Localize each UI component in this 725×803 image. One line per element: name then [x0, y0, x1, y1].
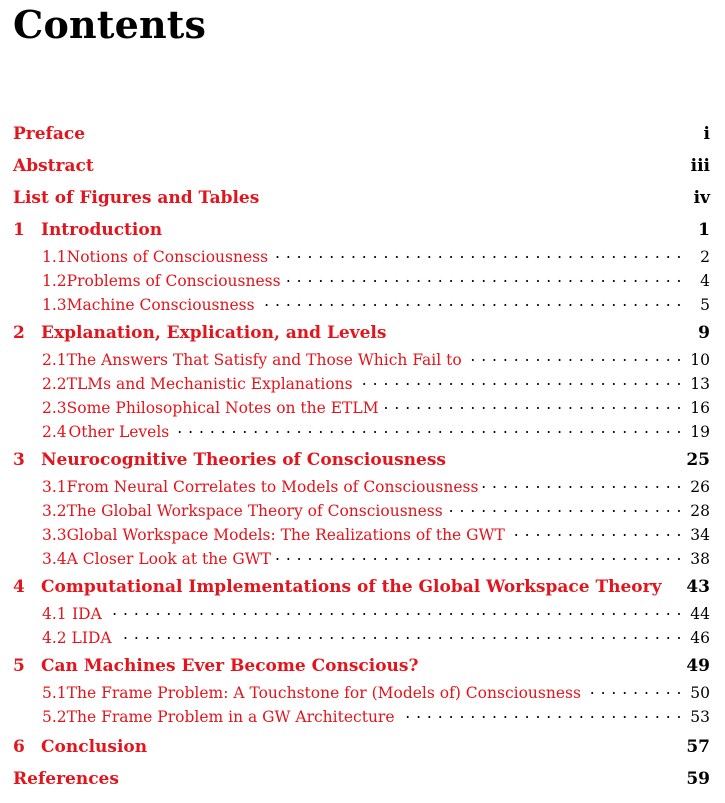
leader-dots — [399, 704, 682, 722]
toc-entry-link[interactable]: Conclusion — [41, 737, 148, 757]
toc-entry-link[interactable]: Neurocognitive Theories of Consciousness — [41, 450, 446, 470]
toc-entry-link[interactable]: References — [13, 769, 119, 789]
toc-page-number: 46 — [690, 629, 710, 647]
toc-page-number: 10 — [690, 351, 710, 369]
toc-section-entry[interactable] — [42, 546, 710, 568]
toc-entry-number[interactable]: 6 — [13, 737, 25, 757]
toc-entry-number[interactable]: 3.1 — [42, 478, 67, 496]
toc-chapter-entry[interactable] — [13, 450, 710, 470]
toc-section-entry[interactable] — [42, 704, 710, 726]
toc-entry-link[interactable]: LIDA — [71, 629, 112, 647]
toc-page-number: 26 — [690, 478, 710, 496]
toc-entry-link[interactable]: List of Figures and Tables — [13, 188, 260, 208]
leader-dots — [585, 680, 682, 698]
toc-entry-link[interactable]: Explanation, Explication, and Levels — [41, 323, 387, 343]
toc-section-entry[interactable] — [42, 292, 710, 314]
toc-section-entry[interactable] — [42, 347, 710, 369]
toc-page-number: 53 — [690, 708, 710, 726]
toc-section-entry[interactable] — [42, 371, 710, 393]
toc-entry-number[interactable]: 1.1 — [42, 248, 67, 266]
toc-entry-number[interactable]: 1 — [13, 220, 25, 240]
toc-entry-number[interactable]: 3.2 — [42, 502, 67, 520]
toc-page-number: 49 — [686, 656, 710, 676]
toc-entry-link[interactable]: IDA — [72, 605, 102, 623]
toc-page-number: iv — [693, 188, 710, 208]
toc-entry-number[interactable]: 4.1 — [42, 605, 67, 623]
leader-dots — [275, 546, 682, 564]
toc-section-entry[interactable] — [42, 625, 710, 647]
toc-entry-link[interactable]: Notions of Consciousness — [66, 248, 269, 266]
toc-entry-link[interactable]: Abstract — [13, 156, 94, 176]
toc-entry-link[interactable]: The Frame Problem in a GW Architecture — [66, 708, 395, 726]
leader-dots — [357, 371, 682, 389]
leader-dots — [383, 395, 682, 413]
toc-page-number: 57 — [686, 737, 710, 757]
page-title: Contents — [13, 2, 207, 47]
leader-dots — [447, 498, 682, 516]
toc-page-number: 44 — [690, 605, 710, 623]
toc-entry-link[interactable]: The Frame Problem: A Touchstone for (Models of) Consciousness — [66, 684, 581, 702]
toc-entry-link[interactable]: Global Workspace Models: The Realizations of the GWT — [66, 526, 505, 544]
toc-section-entry[interactable] — [42, 601, 710, 623]
toc-chapter-entry[interactable] — [13, 577, 710, 597]
toc-entry-link[interactable]: A Closer Look at the GWT — [66, 550, 272, 568]
toc-chapter-entry[interactable] — [13, 124, 710, 144]
toc-page-number: 4 — [700, 272, 710, 290]
toc-entry-link[interactable]: Problems of Consciousness — [66, 272, 281, 290]
toc-page-number: i — [703, 124, 710, 144]
toc-entry-number[interactable]: 1.3 — [42, 296, 67, 314]
leader-dots — [482, 474, 682, 492]
toc-page-number: 19 — [690, 423, 710, 441]
toc-entry-number[interactable]: 4 — [13, 577, 25, 597]
toc-section-entry[interactable] — [42, 395, 710, 417]
toc-entry-link[interactable]: Preface — [13, 124, 86, 144]
toc-chapter-entry[interactable] — [13, 769, 710, 789]
toc-entry-link[interactable]: Some Philosophical Notes on the ETLM — [66, 399, 379, 417]
toc-page-number: 38 — [690, 550, 710, 568]
toc-entry-number[interactable]: 3.4 — [42, 550, 67, 568]
toc-entry-number[interactable]: 2.3 — [42, 399, 67, 417]
toc-page-number: 59 — [686, 769, 710, 789]
toc-chapter-entry[interactable] — [13, 737, 710, 757]
toc-entry-number[interactable]: 2.2 — [42, 375, 67, 393]
toc-entry-link[interactable]: Other Levels — [68, 423, 170, 441]
toc-entry-link[interactable]: Introduction — [41, 220, 163, 240]
toc-section-entry[interactable] — [42, 522, 710, 544]
toc-page-number: 5 — [700, 296, 710, 314]
toc-entry-number[interactable]: 3 — [13, 450, 25, 470]
toc-page-number: 2 — [700, 248, 710, 266]
toc-section-entry[interactable] — [42, 419, 710, 441]
toc-section-entry[interactable] — [42, 680, 710, 702]
toc-page-number: 43 — [686, 577, 710, 597]
toc-page-number: 13 — [690, 375, 710, 393]
leader-dots — [259, 292, 682, 310]
toc-page-number: 16 — [690, 399, 710, 417]
leader-dots — [466, 347, 682, 365]
toc-entry-number[interactable]: 2.4 — [42, 423, 67, 441]
toc-chapter-entry[interactable] — [13, 220, 710, 240]
toc-entry-number[interactable]: 5.1 — [42, 684, 67, 702]
toc-page-number: 25 — [686, 450, 710, 470]
toc-entry-link[interactable]: The Global Workspace Theory of Consciousness — [66, 502, 443, 520]
toc-chapter-entry[interactable] — [13, 656, 710, 676]
toc-entry-number[interactable]: 3.3 — [42, 526, 67, 544]
toc-entry-number[interactable]: 5 — [13, 656, 25, 676]
toc-entry-link[interactable]: The Answers That Satisfy and Those Which Fail to — [66, 351, 462, 369]
leader-dots — [509, 522, 682, 540]
leader-dots — [285, 268, 682, 286]
leader-dots — [106, 601, 682, 619]
toc-entry-number[interactable]: 5.2 — [42, 708, 67, 726]
toc-entry-link[interactable]: TLMs and Mechanistic Explanations — [66, 375, 353, 393]
leader-dots — [173, 419, 682, 437]
toc-section-entry[interactable] — [42, 244, 710, 266]
toc-chapter-entry[interactable] — [13, 188, 710, 208]
toc-chapter-entry[interactable] — [13, 323, 710, 343]
toc-entry-link[interactable]: Computational Implementations of the Global Workspace Theory — [41, 577, 662, 597]
toc-section-entry[interactable] — [42, 474, 710, 496]
toc-page-number: 50 — [690, 684, 710, 702]
toc-entry-number[interactable]: 1.2 — [42, 272, 67, 290]
toc-entry-number[interactable]: 2 — [13, 323, 25, 343]
toc-section-entry[interactable] — [42, 268, 710, 290]
toc-page-number: iii — [690, 156, 710, 176]
leader-dots — [272, 244, 682, 262]
toc-entry-number[interactable]: 2.1 — [42, 351, 67, 369]
toc-entry-link[interactable]: Can Machines Ever Become Conscious? — [41, 656, 419, 676]
toc-page-number: 34 — [690, 526, 710, 544]
toc-chapter-entry[interactable] — [13, 156, 710, 176]
toc-section-entry[interactable] — [42, 498, 710, 520]
toc-entry-number[interactable]: 4.2 — [42, 629, 67, 647]
leader-dots — [116, 625, 682, 643]
toc-entry-link[interactable]: Machine Consciousness — [66, 296, 255, 314]
toc-page-number: 1 — [698, 220, 710, 240]
toc-page-number: 9 — [698, 323, 710, 343]
toc-page-number: 28 — [690, 502, 710, 520]
toc-entry-link[interactable]: From Neural Correlates to Models of Consciousness — [66, 478, 479, 496]
